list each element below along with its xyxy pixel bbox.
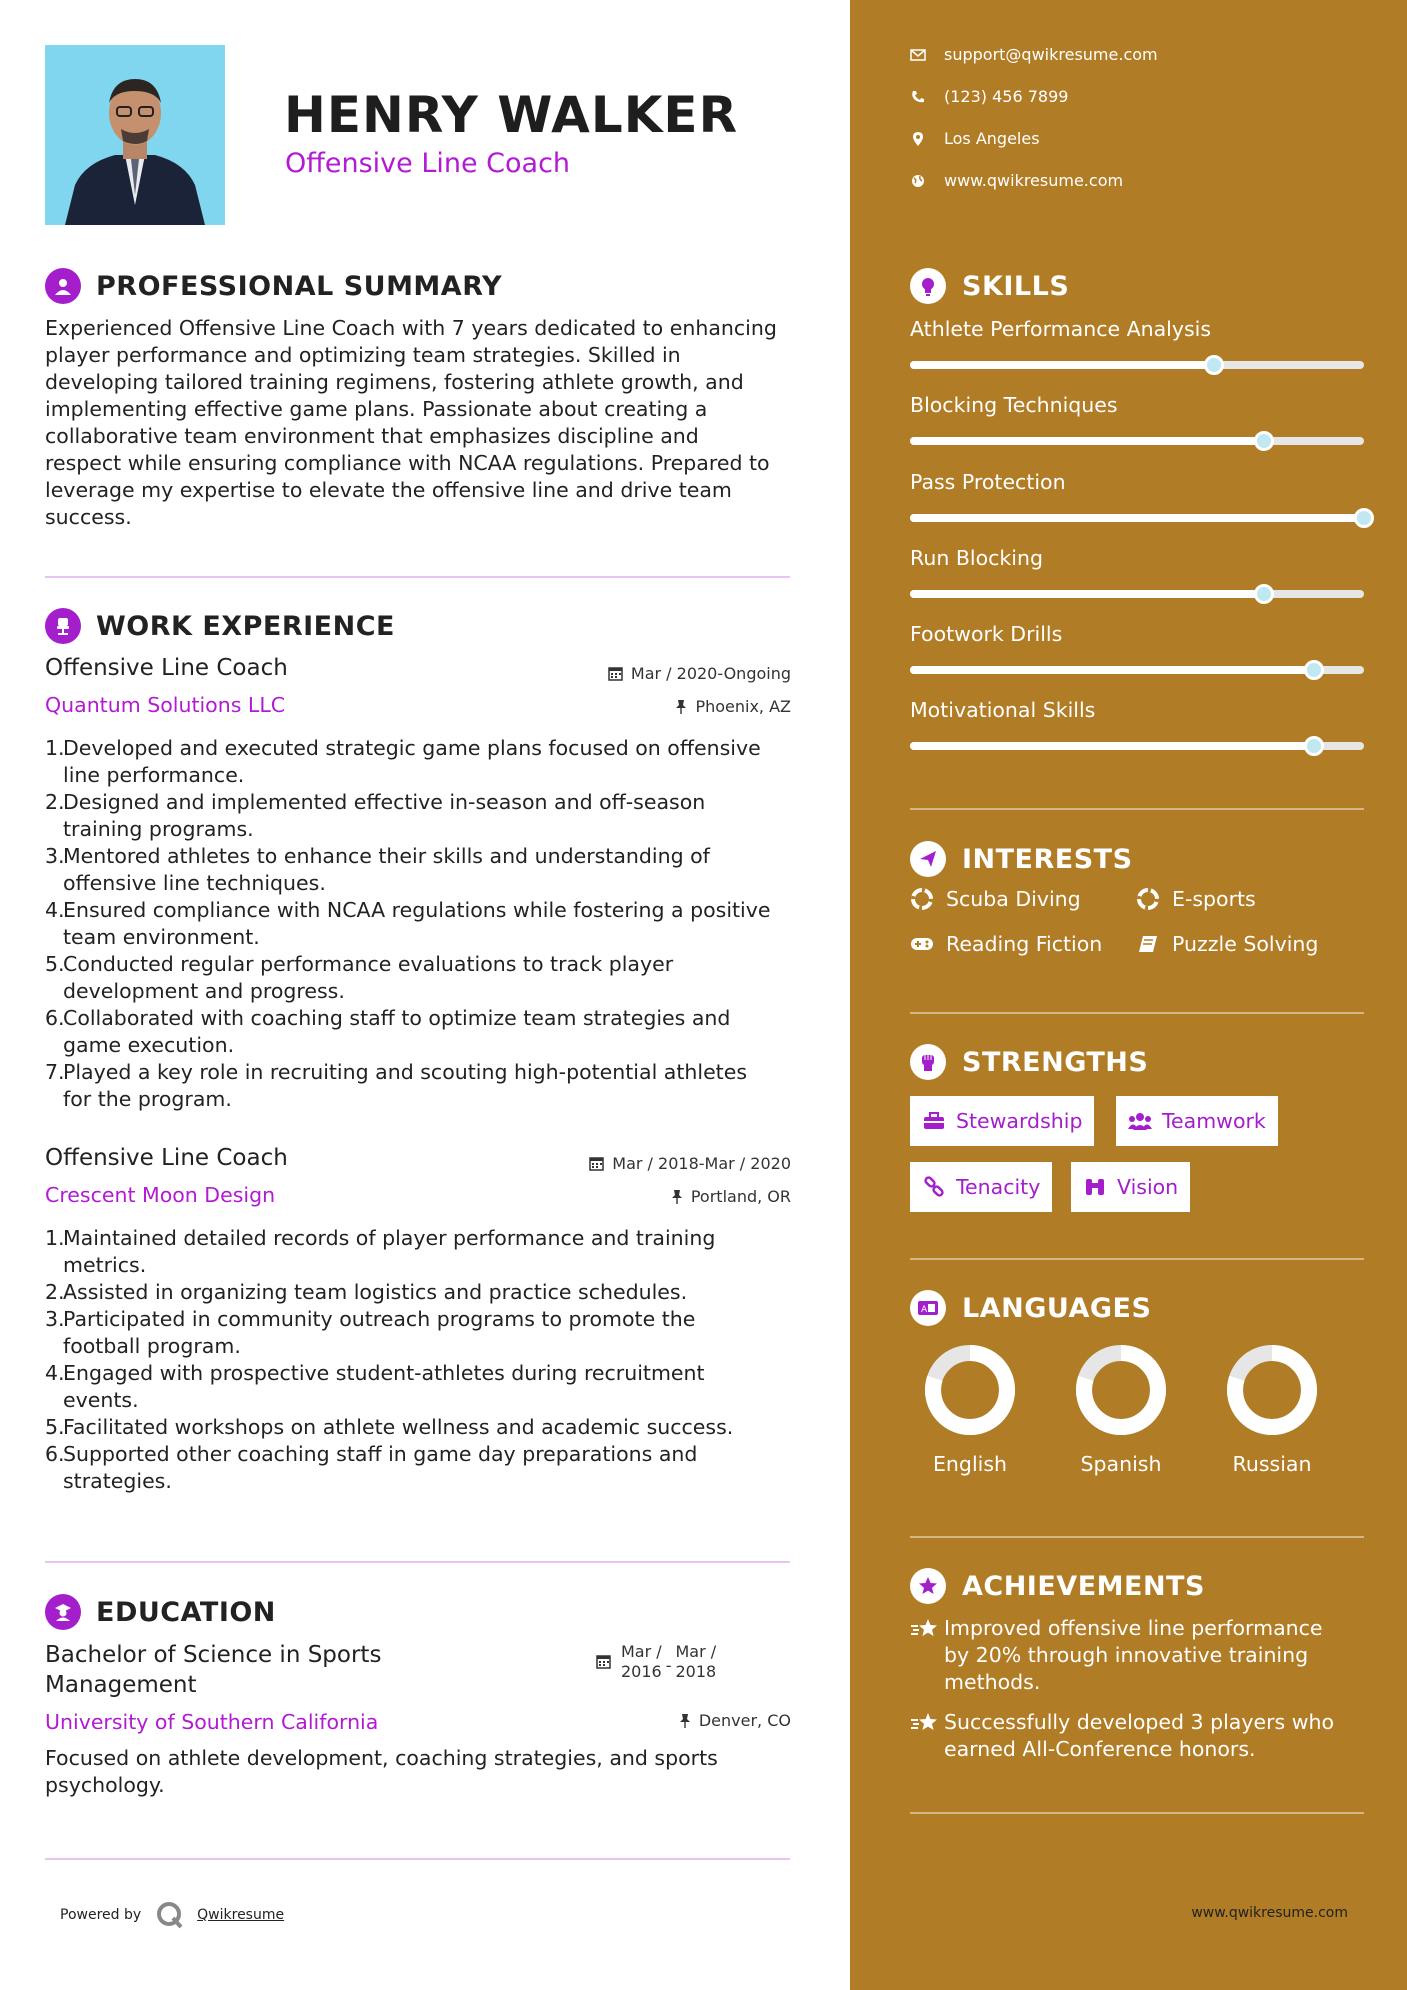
qwikresume-link[interactable]: Qwikresume [197,1907,285,1923]
list-item: 2. Designed and implemented effective in-season and off-season training programs. [45,790,706,841]
job-dates: Mar / 2020-Ongoing [608,664,791,683]
list-item: 3. Participated in community outreach programs to promote the football program. [45,1307,696,1358]
education-location: Denver, CO [679,1711,791,1730]
divider [45,1561,790,1563]
education-description: Focused on athlete development, coaching strategies, and sports psychology. [45,1746,718,1797]
skill-bar [910,666,1364,674]
link-icon [922,1175,946,1199]
company-name: Crescent Moon Design [45,1183,276,1207]
binoculars-icon [1083,1175,1107,1199]
divider [910,1012,1364,1014]
divider [910,808,1364,810]
school-name: University of Southern California [45,1710,379,1734]
graduate-icon [45,1594,81,1630]
contact-website[interactable]: www.qwikresume.com [910,171,1123,190]
shooting-star-icon [910,1615,944,1696]
interest-item: Scuba Diving [910,887,1081,911]
skill-knob [1254,431,1274,451]
degree-title: Bachelor of Science in Sports Management [45,1642,382,1698]
pin-icon [675,699,687,714]
skill-knob [1354,508,1374,528]
strength-badge: Teamwork [1116,1096,1278,1146]
briefcase-icon [922,1109,946,1133]
globe-icon [910,173,926,189]
skill-bar [910,514,1364,522]
calendar-icon [608,666,623,681]
job-duties [45,735,795,1113]
list-item: 7. Played a key role in recruiting and scouting high-potential athletes for the program. [45,1060,748,1111]
shooting-star-icon [910,1709,944,1763]
strength-badge: Stewardship [910,1096,1094,1146]
paper-plane-icon [910,841,946,877]
skill-label: Blocking Techniques [910,393,1118,417]
skill-knob [1304,736,1324,756]
list-item: 1. Maintained detailed records of player performance and training metrics. [45,1226,716,1277]
job-title: Offensive Line Coach [45,655,288,681]
language-item: English [905,1344,1035,1476]
list-item: 4. Ensured compliance with NCAA regulations while fostering a positive team environment. [45,898,771,949]
divider [45,1858,790,1860]
skill-knob [1304,660,1324,680]
job-title: Offensive Line Coach [45,1145,288,1171]
language-item: Spanish [1056,1344,1186,1476]
strength-badge: Tenacity [910,1162,1052,1212]
summary-text: Experienced Offensive Line Coach with 7 years dedicated to enhancing player performance and optimizing team strategies. Skilled in developing tailored training regimens, fostering athlete growth, and implementing effective game plans. Passionate about creating a collaborative team environment that emphasizes discipline and respect while ensuring compliance with NCAA regulations. Prepared to leverage my expertise to elevate the offensive line and drive team success. [45,316,777,529]
skill-label: Footwork Drills [910,622,1063,646]
pin-icon [671,1189,683,1204]
user-icon [45,268,81,304]
achievement-item: Improved offensive line performance by 20% through innovative training methods. [910,1615,1370,1696]
languages-heading: A LANGUAGES [910,1290,1151,1326]
candidate-role: Offensive Line Coach [285,148,571,179]
skill-bar [910,437,1364,445]
divider [910,1812,1364,1814]
list-item: 2. Assisted in organizing team logistics and practice schedules. [45,1280,688,1304]
language-level-ring [924,1344,1016,1436]
life-ring-icon [1136,887,1160,911]
strengths-heading: STRENGTHS [910,1044,1148,1080]
summary-heading: PROFESSIONAL SUMMARY [45,268,502,304]
list-item: 1. Developed and executed strategic game plans focused on offensive line performance. [45,736,761,787]
skill-bar [910,742,1364,750]
skill-bar [910,590,1364,598]
interest-item: Reading Fiction [910,932,1102,956]
strength-badge: Vision [1071,1162,1190,1212]
list-item: 5. Conducted regular performance evaluations to track player development and progress. [45,952,674,1003]
office-chair-icon [45,608,81,644]
interests-heading: INTERESTS [910,841,1133,877]
company-name: Quantum Solutions LLC [45,693,286,717]
gamepad-icon [910,932,934,956]
list-item: 5. Facilitated workshops on athlete wellness and academic success. [45,1415,734,1439]
divider [910,1536,1364,1538]
education-heading: EDUCATION [45,1594,276,1630]
job-dates: Mar / 2018-Mar / 2020 [589,1154,791,1173]
star-icon [910,1568,946,1604]
contact-email[interactable]: support@qwikresume.com [910,45,1158,64]
location-pin-icon [910,131,926,147]
skill-label: Pass Protection [910,470,1066,494]
envelope-icon [910,47,926,63]
pin-icon [679,1713,691,1728]
job-location: Phoenix, AZ [675,697,791,716]
skill-label: Athlete Performance Analysis [910,317,1212,341]
contact-location: Los Angeles [910,129,1040,148]
skill-label: Run Blocking [910,546,1043,570]
job-duties [45,1225,795,1495]
divider [45,576,790,578]
interest-item: Puzzle Solving [1136,932,1318,956]
translate-icon [910,1290,946,1326]
achievement-item: Successfully developed 3 players who earned All-Conference honors. [910,1709,1370,1763]
interest-item: E-sports [1136,887,1256,911]
list-item: 3. Mentored athletes to enhance their skills and understanding of offensive line techniques. [45,844,710,895]
job-location: Portland, OR [671,1187,791,1206]
calendar-icon [589,1156,604,1171]
life-ring-icon [910,887,934,911]
language-level-ring [1226,1344,1318,1436]
contact-phone[interactable]: (123) 456 7899 [910,87,1068,106]
skills-heading: SKILLS [910,268,1069,304]
list-item: 6. Supported other coaching staff in game day preparations and strategies. [45,1442,698,1493]
book-icon [1136,932,1160,956]
skill-knob [1254,584,1274,604]
language-item: Russian [1207,1344,1337,1476]
calendar-icon [596,1654,611,1669]
experience-heading: WORK EXPERIENCE [45,608,395,644]
candidate-name: HENRY WALKER [284,86,739,144]
qwikresume-logo-icon [155,1900,185,1930]
achievements-heading: ACHIEVEMENTS [910,1568,1205,1604]
skill-bar [910,361,1364,369]
powered-by: Powered by Qwikresume [60,1900,284,1930]
lightbulb-icon [910,268,946,304]
list-item: 6. Collaborated with coaching staff to optimize team strategies and game execution. [45,1006,731,1057]
svg-text:A: A [921,1305,928,1315]
users-icon [1128,1109,1152,1133]
footer-site-link[interactable]: www.qwikresume.com [1191,1905,1348,1921]
phone-icon [910,89,926,105]
divider [910,1258,1364,1260]
skill-label: Motivational Skills [910,698,1096,722]
language-level-ring [1075,1344,1167,1436]
fist-icon [910,1044,946,1080]
list-item: 4. Engaged with prospective student-athletes during recruitment events. [45,1361,705,1412]
profile-photo [45,45,225,225]
education-dates: Mar / 2016 - Mar / 2018 [596,1642,716,1682]
